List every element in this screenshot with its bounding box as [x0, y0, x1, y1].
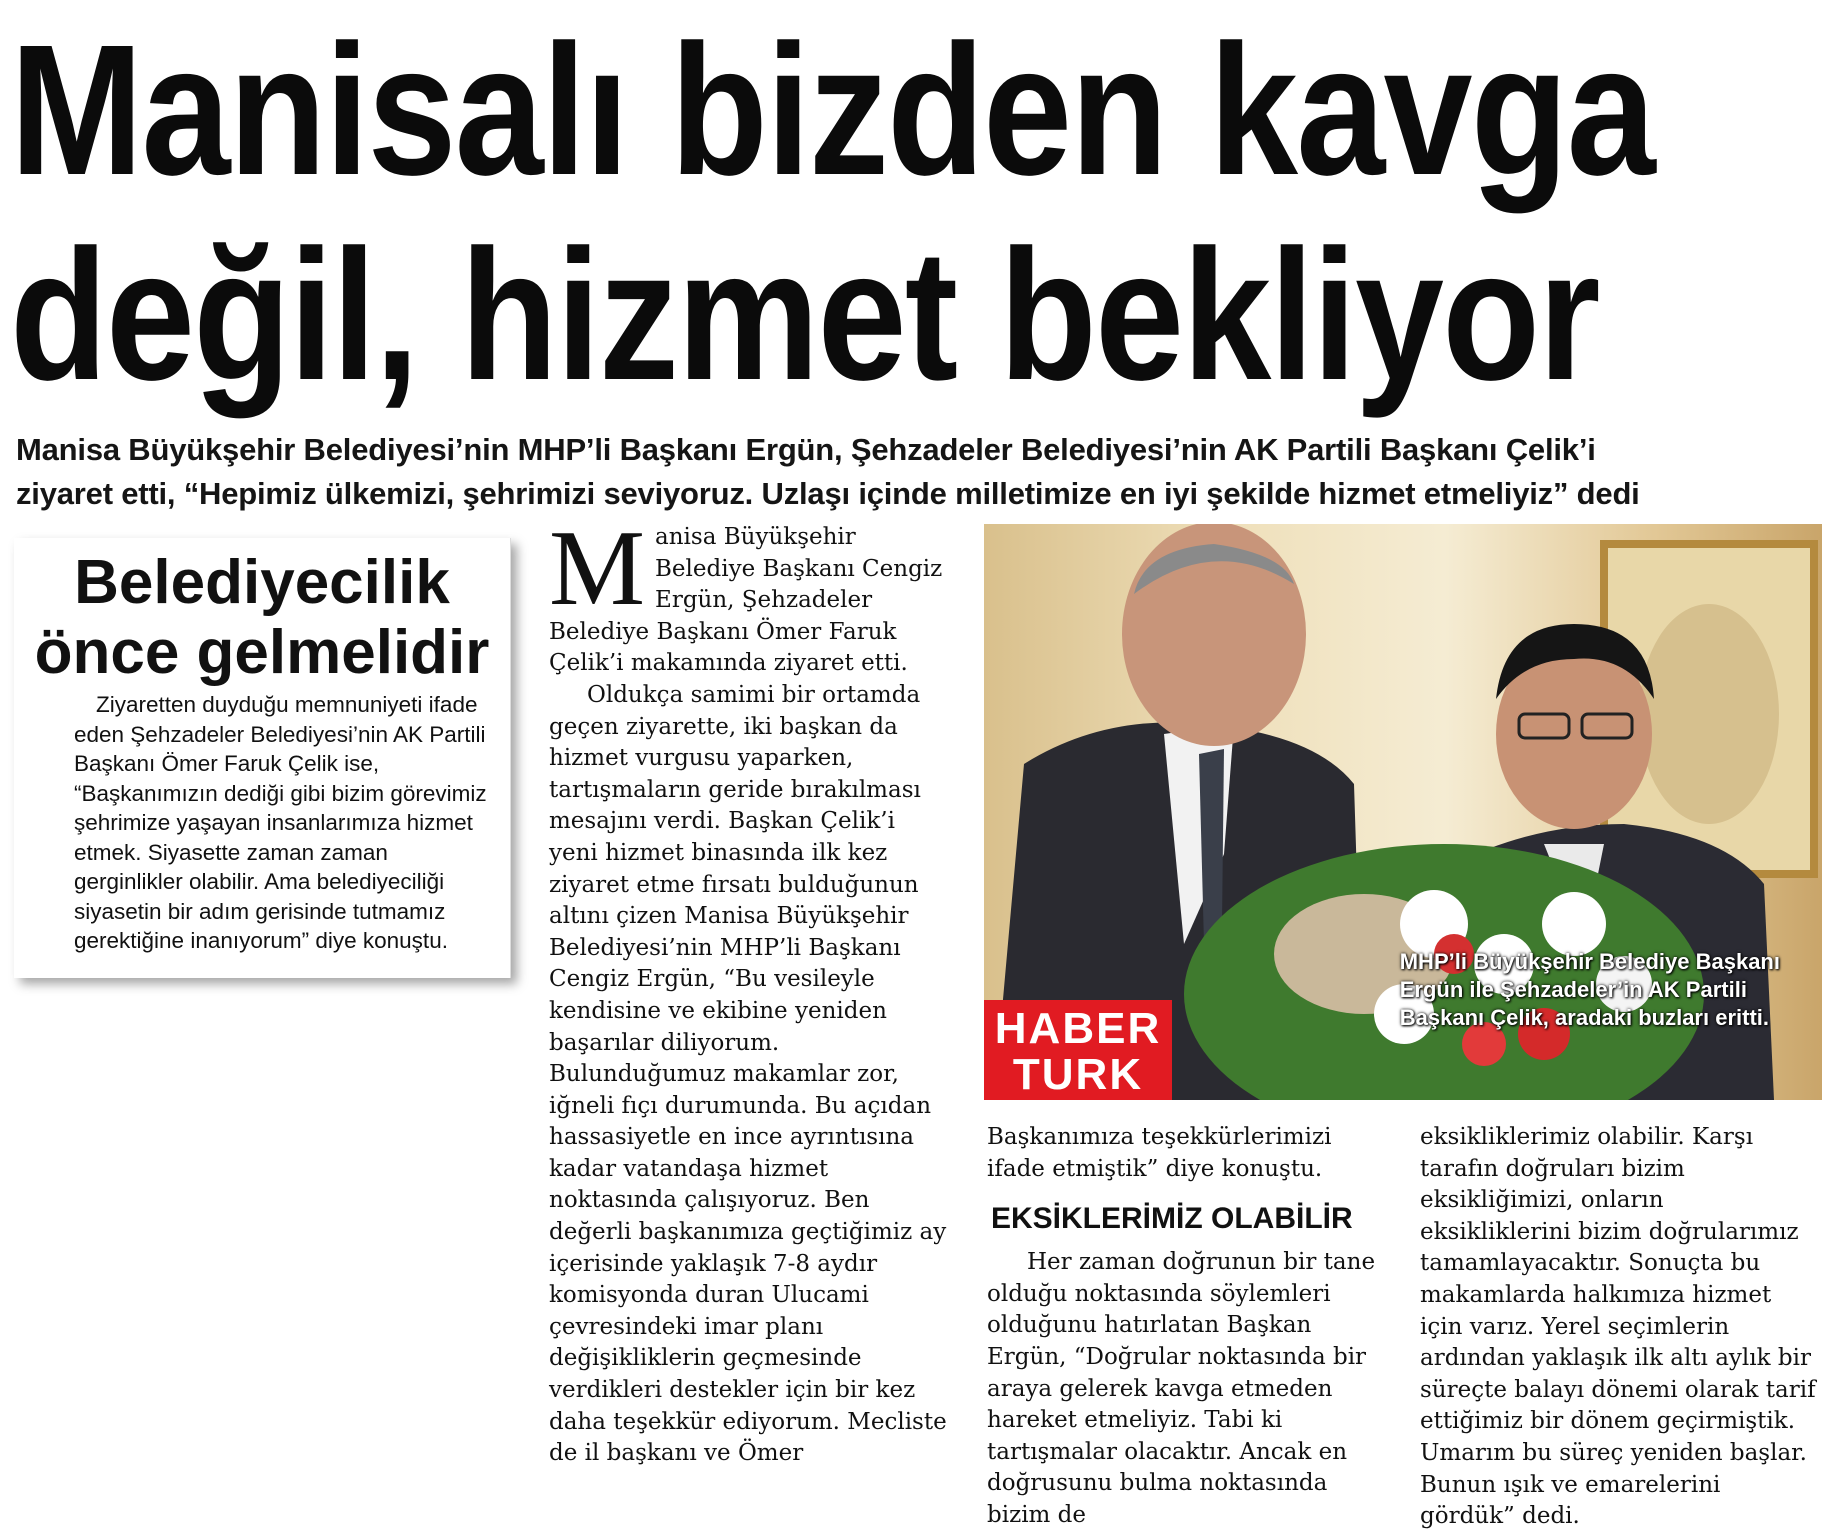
headline-line-2: değil, hizmet bekliyor: [10, 212, 1599, 419]
sidebar-body: Ziyaretten duyduğu memnuniyeti ifade eden Şehzadeler Belediyesi’nin AK Partili Başkanı Ömer Faruk Çelik ise, “Başkanımızın dediği gibi bizim görevimiz şehrimize yaşayan insanlarımıza hizmet etmek. Siyasette zaman zaman gerginlikler olabilir. Ama belediyeciliği siyasetin bir adım gerisinde tutmamız gerektiğine inanıyorum” diye konuştu.: [74, 692, 487, 953]
drop-cap: M: [549, 509, 646, 628]
article-paragraph-2: Oldukça samimi bir ortamda geçen ziyarette, iki başkan da hizmet vurgusu yaparken, tartışmaların geride bırakılması mesajını verdi. Başkan Çelik’i yeni hizmet binasında ilk kez ziyaret etme fırsatı bulduğunun altını çizen Manisa Büyükşehir Belediyesi’nin MHP’li Başkanı Cengiz Ergün, “Bu vesileyle kendisine ve ekibine yeniden başarılar diliyorum. Bulunduğumuz makamlar zor, iğneli fıçı durumunda. Bu açıdan hassasiyetle en ince ayrıntısına kadar vatandaşa hizmet noktasında çalışıyoruz. Ben değerli başkanımıza geçtiğimiz ay içerisinde yaklaşık 7-8 aydır komisyonda duran Ulucami çevresindeki imar planı değişikliklerin geçmesinde verdikleri destekler için bir kez daha teşekkür ediyorum. Mecliste de il başkanı ve Ömer: [549, 681, 947, 1467]
article-subhead: EKSİKLERİMİZ OLABİLİR: [991, 1202, 1353, 1236]
sidebar-title: [14, 548, 510, 688]
logo-line-2: TURK: [1012, 1050, 1144, 1099]
sidebar-box: [14, 538, 511, 978]
article-column-3: [987, 1122, 1387, 1532]
article-col3-paragraph: Her zaman doğrunun bir tane olduğu noktasında söylemleri olduğunu hatırlatan Başkan Ergün, “Doğrular noktasında bir araya gelerek kavga etmeden hareket etmeliyiz. Tabi ki tartışmalar olacaktır. Ancak en doğrusunu bulma noktasında bizim de: [987, 1249, 1376, 1528]
article-col3-continuation: Başkanımıza teşekkürlerimizi ifade etmiştik” diye konuştu.: [987, 1124, 1332, 1182]
subdeck: [16, 428, 1826, 516]
subdeck-line-2: ziyaret etti, “Hepimiz ülkemizi, şehrimizi seviyoruz. Uzlaşı içinde milletimize en iyi şekilde hizmet etmeliyiz” dedi: [16, 476, 1640, 511]
photo-caption: [1400, 948, 1780, 1032]
sidebar-title-line-1: Belediyecilik: [74, 548, 450, 617]
sidebar-title-line-2: önce gelmelidir: [34, 618, 490, 687]
news-photo: [984, 524, 1822, 1100]
article-lead: anisa Büyükşehir Belediye Başkanı Cengiz Ergün, Şehzadeler Belediye Başkanı Ömer Faruk Çelik’i makamında ziyaret etti.: [549, 524, 943, 677]
photo-caption-line-2: Ergün ile Şehzadeler’in AK Partili: [1399, 977, 1747, 1002]
haberturk-logo: [984, 1000, 1172, 1100]
headline-line-1: Manisalı bizden kavga: [10, 7, 1655, 214]
article-col4-paragraph: eksikliklerimiz olabilir. Karşı tarafın doğruları bizim eksikliğimizi, onların eksikliklerini bizim doğrularımız tamamlayacaktır. Sonuçta bu makamlarda halkımıza hizmet için varız. Yerel seçimlerin ardından yaklaşık ilk altı aylık bir süreçte balayı dönemi olarak tarif ettiğimiz bir dönem geçirmiştik. Umarım bu süreç yeniden başlar. Bunun ışık ve emarelerini gördük” dedi.: [1420, 1124, 1816, 1530]
subdeck-line-1: Manisa Büyükşehir Belediyesi’nin MHP’li Başkanı Ergün, Şehzadeler Belediyesi’nin AK Partili Başkanı Çelik’i: [16, 432, 1596, 467]
photo-caption-line-3: Başkanı Çelik, aradaki buzları eritti.: [1399, 1005, 1769, 1030]
article-column-4: [1420, 1122, 1820, 1533]
photo-caption-line-1: MHP’li Büyükşehir Belediye Başkanı: [1399, 949, 1780, 974]
headline: [10, 7, 1655, 419]
article-column-1: [549, 509, 949, 1470]
logo-line-1: HABER: [994, 1004, 1162, 1053]
